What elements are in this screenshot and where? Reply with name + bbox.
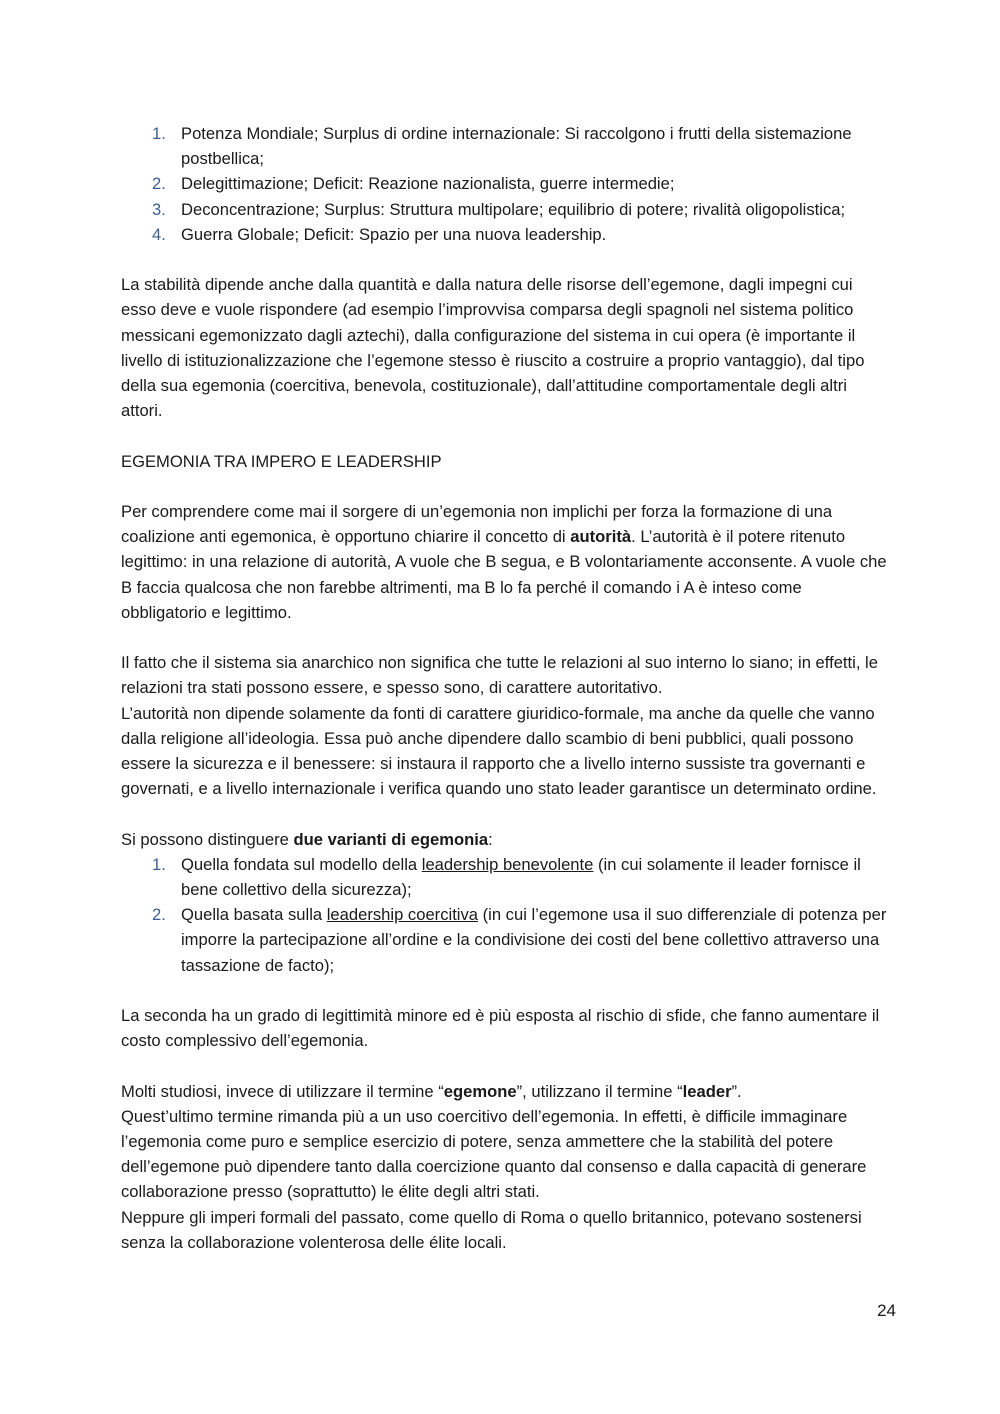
paragraph-text: ”, utilizzano il termine “	[516, 1081, 683, 1101]
variants-list	[121, 852, 891, 978]
paragraph-text: ”.	[731, 1081, 742, 1101]
variants-intro	[121, 827, 891, 852]
underlined-term: leadership benevolente	[421, 854, 594, 874]
leader-term-paragraph: Quest’ultimo termine rimanda più a un uso coercitivo dell’egemonia. In effetti, è difficile immaginare l’egemonia come puro e semplice esercizio di potere, senza ammettere che la stabilità del potere dell’egemone può dipendere tanto dalla coercizione quanto dal consenso e dalla capacità di generare collaborazione presso (soprattutto) le élite degli altri stati.	[121, 1106, 867, 1202]
empires-paragraph: Neppure gli imperi formali del passato, come quello di Roma o quello britannico, potevano sostenersi senza la collaborazione volenterosa delle élite locali.	[121, 1207, 862, 1252]
list-number: 2.	[152, 174, 166, 194]
list-item	[121, 852, 891, 902]
list-number: 2.	[152, 905, 166, 925]
anarchy-paragraph: Il fatto che il sistema sia anarchico non significa che tutte le relazioni al suo interno lo siano; in effetti, le relazioni tra stati possono essere, e spesso sono, di carattere autoritativo.	[121, 653, 878, 698]
stability-paragraph: La stabilità dipende anche dalla quantità e dalla natura delle risorse dell’egemone, dagli impegni cui esso deve e vuole rispondere (ad esempio l’improvvisa comparsa degli spagnoli nel sistema politico messicani egemonizzato dagli aztechi), dalla configurazione del sistema in cui opera (è importante il livello di istituzionalizzazione che l’egemone stesso è riuscito a costruire a proprio vantaggio), dal tipo della sua egemonia (coercitiva, benevola, costituzionale), dall’attitudine comportamentale degli altri attori.	[121, 275, 865, 421]
paragraph-text: Per comprendere come mai il sorgere di un’egemonia non implichi per forza la formazione di una coalizione anti egemonica, è opportuno chiarire il concetto di	[121, 502, 833, 547]
list-item	[121, 902, 891, 978]
list-number: 1.	[152, 124, 166, 143]
list-item-text: Quella fondata sul modello della	[181, 854, 422, 874]
authority-sources-paragraph: L’autorità non dipende solamente da fonti di carattere giuridico-formale, ma anche da quelle che vanno dalla religione all’ideologia. Essa può anche dipendere dallo scambio di beni pubblici, quali possono essere la sicurezza e il benessere: si instaura il rapporto che a livello interno sussiste tra governanti e governati, e a livello internazionale i verifica quando uno stato leader garantisce un determinato ordine.	[121, 703, 877, 799]
list-item-text: (in cui solamente il leader fornisce il bene collettivo della sicurezza);	[181, 854, 861, 900]
list-item-text: Guerra Globale; Deficit: Spazio per una nuova leadership.	[181, 224, 607, 244]
underlined-term: leadership coercitiva	[326, 905, 479, 925]
list-item-text: (in cui l’egemone usa il suo differenziale di potenza per imporre la partecipazione all’ordine e la condivisione dei costi del bene collettivo attraverso una tassazione de facto);	[181, 905, 887, 975]
bold-term: leader	[682, 1081, 732, 1101]
bold-term: autorità	[570, 527, 632, 547]
section-heading: EGEMONIA TRA IMPERO E LEADERSHIP	[121, 451, 442, 471]
paragraph-text: Si possono distinguere	[121, 829, 294, 849]
second-variant-paragraph: La seconda ha un grado di legittimità minore ed è più esposta al rischio di sfide, che fanno aumentare il costo complessivo dell’egemonia.	[121, 1006, 880, 1051]
page-content	[121, 121, 891, 1255]
list-item-text: Potenza Mondiale; Surplus di ordine internazionale: Si raccolgono i frutti della sistemazione postbellica;	[181, 124, 852, 169]
paragraph-text: Molti studiosi, invece di utilizzare il termine “	[121, 1081, 444, 1101]
bold-term: egemone	[443, 1081, 517, 1101]
bold-term: due varianti di egemonia	[293, 829, 489, 849]
terms-paragraph	[121, 1079, 891, 1104]
list-number: 4.	[152, 224, 166, 244]
list-item-text: Delegittimazione; Deficit: Reazione nazionalista, guerre intermedie;	[181, 174, 675, 194]
list-item	[121, 121, 891, 171]
list-number: 1.	[152, 854, 166, 874]
page-number: 24	[877, 1301, 896, 1320]
list-item	[121, 222, 891, 247]
list-item	[121, 171, 891, 196]
list-item-text: Deconcentrazione; Surplus: Struttura multipolare; equilibrio di potere; rivalità oligopolistica;	[181, 199, 846, 219]
paragraph-text: . L’autorità è il potere ritenuto legittimo: in una relazione di autorità, A vuole che B segua, e B volontariamente acconsente. A vuole che B faccia qualcosa che non farebbe altrimenti, ma B lo fa perché il comando i A è inteso come obbligatorio e legittimo.	[121, 527, 887, 622]
list-item-text: Quella basata sulla	[181, 905, 327, 925]
authority-paragraph	[121, 499, 891, 625]
phases-list	[121, 121, 891, 247]
paragraph-text: :	[488, 829, 493, 849]
list-item	[121, 197, 891, 222]
list-number: 3.	[152, 199, 166, 219]
